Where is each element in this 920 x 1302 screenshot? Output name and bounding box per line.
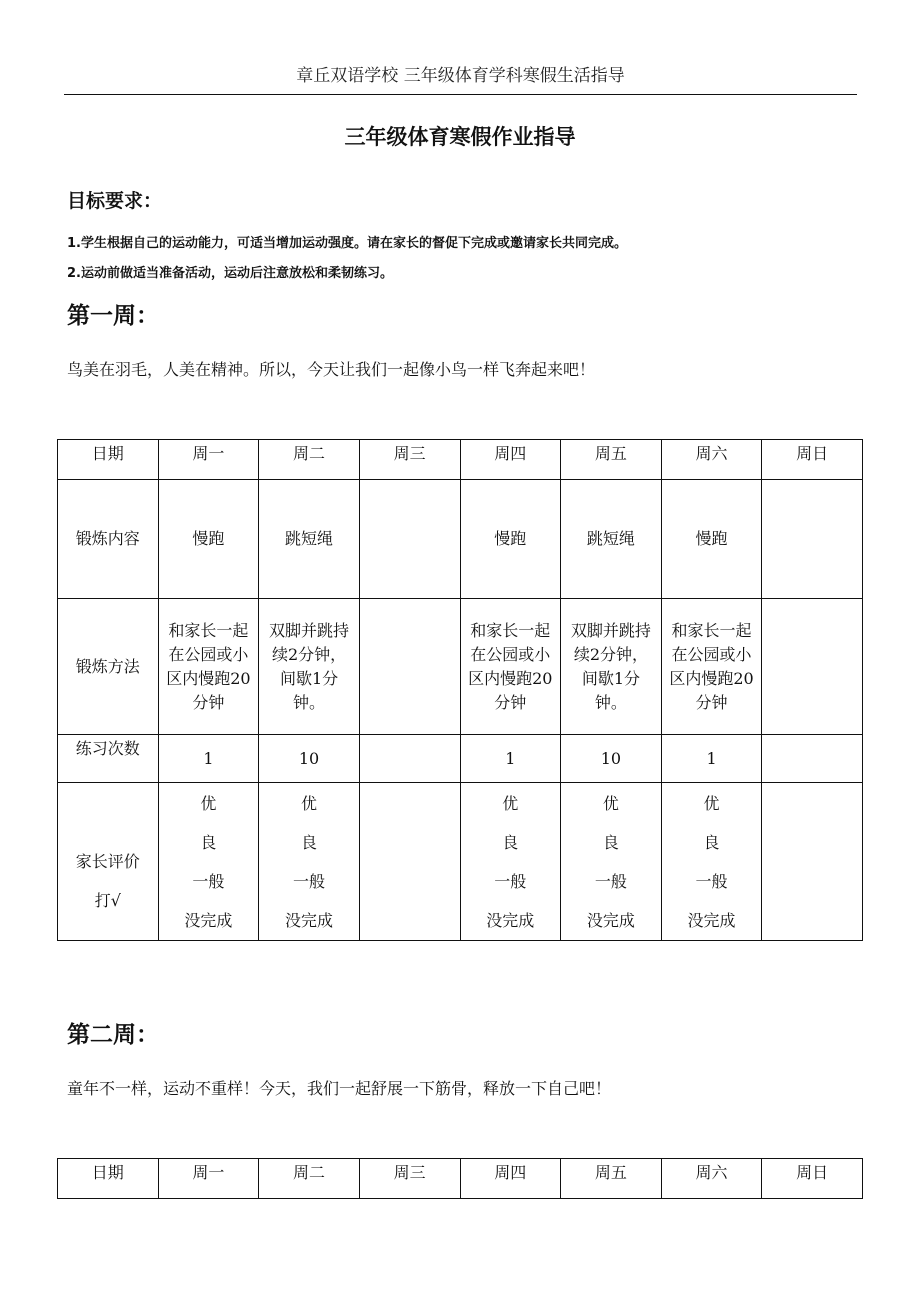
header-cell-wed: 周三 [359, 440, 460, 480]
header-cell-sun: 周日 [762, 440, 863, 480]
method-cell: 和家长一起在公园或小区内慢跑20分钟 [661, 599, 762, 735]
count-cell: 1 [158, 735, 259, 783]
method-cell: 和家长一起在公园或小区内慢跑20分钟 [460, 599, 561, 735]
week1-schedule-table [57, 439, 863, 941]
exercise-method-row [58, 599, 863, 735]
header-cell-thu: 周四 [460, 1159, 561, 1199]
eval-option-average[interactable]: 一般 [695, 871, 728, 891]
header-cell-date: 日期 [58, 1159, 159, 1199]
method-cell: 双脚并跳持续2分钟，间歇1分钟。 [561, 599, 662, 735]
eval-options-mon[interactable] [158, 783, 259, 941]
eval-option-average[interactable]: 一般 [293, 871, 326, 891]
count-cell: 10 [259, 735, 360, 783]
eval-option-good[interactable]: 良 [502, 832, 519, 852]
header-text: 章丘双语学校 三年级体育学科寒假生活指导 [296, 66, 625, 86]
row-label-count: 练习次数 [58, 735, 159, 783]
count-cell: 1 [460, 735, 561, 783]
header-cell-sat: 周六 [661, 440, 762, 480]
week2-schedule-table [57, 1158, 863, 1199]
content-cell: 跳短绳 [561, 480, 662, 599]
eval-options-fri[interactable] [561, 783, 662, 941]
eval-option-average[interactable]: 一般 [494, 871, 527, 891]
practice-count-row [58, 735, 863, 783]
header-cell-tue: 周二 [259, 440, 360, 480]
content-cell [762, 480, 863, 599]
header-cell-sat: 周六 [661, 1159, 762, 1199]
header-cell-fri: 周五 [561, 440, 662, 480]
eval-option-incomplete[interactable]: 没完成 [687, 910, 736, 930]
count-cell: 1 [661, 735, 762, 783]
method-cell [762, 599, 863, 735]
content-cell [359, 480, 460, 599]
table-header-row [58, 1159, 863, 1199]
eval-options-tue[interactable] [259, 783, 360, 941]
eval-option-incomplete[interactable]: 没完成 [486, 910, 535, 930]
content-cell: 跳短绳 [259, 480, 360, 599]
week2-intro: 童年不一样，运动不重样！今天，我们一起舒展一下筋骨，释放一下自己吧！ [67, 1079, 612, 1098]
week1-heading: 第一周： [67, 303, 159, 329]
goal-item-2: 2.运动前做适当准备活动，运动后注意放松和柔韧练习。 [67, 266, 393, 281]
count-cell [359, 735, 460, 783]
table-header-row [58, 440, 863, 480]
eval-option-excellent[interactable]: 优 [200, 793, 217, 813]
eval-option-excellent[interactable]: 优 [502, 793, 519, 813]
header-cell-mon: 周一 [158, 1159, 259, 1199]
count-cell [762, 735, 863, 783]
eval-option-incomplete[interactable]: 没完成 [586, 910, 635, 930]
method-cell: 双脚并跳持续2分钟，间歇1分钟。 [259, 599, 360, 735]
eval-option-incomplete[interactable]: 没完成 [285, 910, 334, 930]
header-cell-tue: 周二 [259, 1159, 360, 1199]
eval-option-average[interactable]: 一般 [192, 871, 225, 891]
eval-label-line2: 打√ [94, 891, 121, 910]
eval-option-excellent[interactable]: 优 [602, 793, 619, 813]
header-cell-fri: 周五 [561, 1159, 662, 1199]
content-cell: 慢跑 [158, 480, 259, 599]
eval-option-good[interactable]: 良 [301, 832, 318, 852]
eval-option-good[interactable]: 良 [602, 832, 619, 852]
row-label-content: 锻炼内容 [58, 480, 159, 599]
method-cell: 和家长一起在公园或小区内慢跑20分钟 [158, 599, 259, 735]
eval-option-incomplete[interactable]: 没完成 [184, 910, 233, 930]
parent-evaluation-row [58, 783, 863, 941]
goals-heading: 目标要求： [67, 190, 163, 212]
header-cell-sun: 周日 [762, 1159, 863, 1199]
content-cell: 慢跑 [661, 480, 762, 599]
eval-option-excellent[interactable]: 优 [301, 793, 318, 813]
document-title: 三年级体育寒假作业指导 [344, 125, 576, 149]
exercise-content-row [58, 480, 863, 599]
eval-options-thu[interactable] [460, 783, 561, 941]
goal-item-1: 1.学生根据自己的运动能力，可适当增加运动强度。请在家长的督促下完成或邀请家长共同完成。 [67, 236, 627, 251]
header-cell-wed: 周三 [359, 1159, 460, 1199]
eval-option-average[interactable]: 一般 [594, 871, 627, 891]
page-header [64, 62, 857, 95]
eval-label-line1: 家长评价 [75, 852, 140, 871]
week2-heading: 第二周： [67, 1022, 159, 1048]
week1-intro: 鸟美在羽毛，人美在精神。所以，今天让我们一起像小鸟一样飞奔起来吧！ [67, 360, 596, 379]
eval-options-sun [762, 783, 863, 941]
count-cell: 10 [561, 735, 662, 783]
content-cell: 慢跑 [460, 480, 561, 599]
eval-option-excellent[interactable]: 优 [703, 793, 720, 813]
method-cell [359, 599, 460, 735]
eval-option-good[interactable]: 良 [703, 832, 720, 852]
eval-options-wed [359, 783, 460, 941]
eval-options-sat[interactable] [661, 783, 762, 941]
header-cell-mon: 周一 [158, 440, 259, 480]
header-cell-date: 日期 [58, 440, 159, 480]
row-label-evaluation [58, 783, 159, 941]
header-cell-thu: 周四 [460, 440, 561, 480]
row-label-method: 锻炼方法 [58, 599, 159, 735]
eval-option-good[interactable]: 良 [200, 832, 217, 852]
